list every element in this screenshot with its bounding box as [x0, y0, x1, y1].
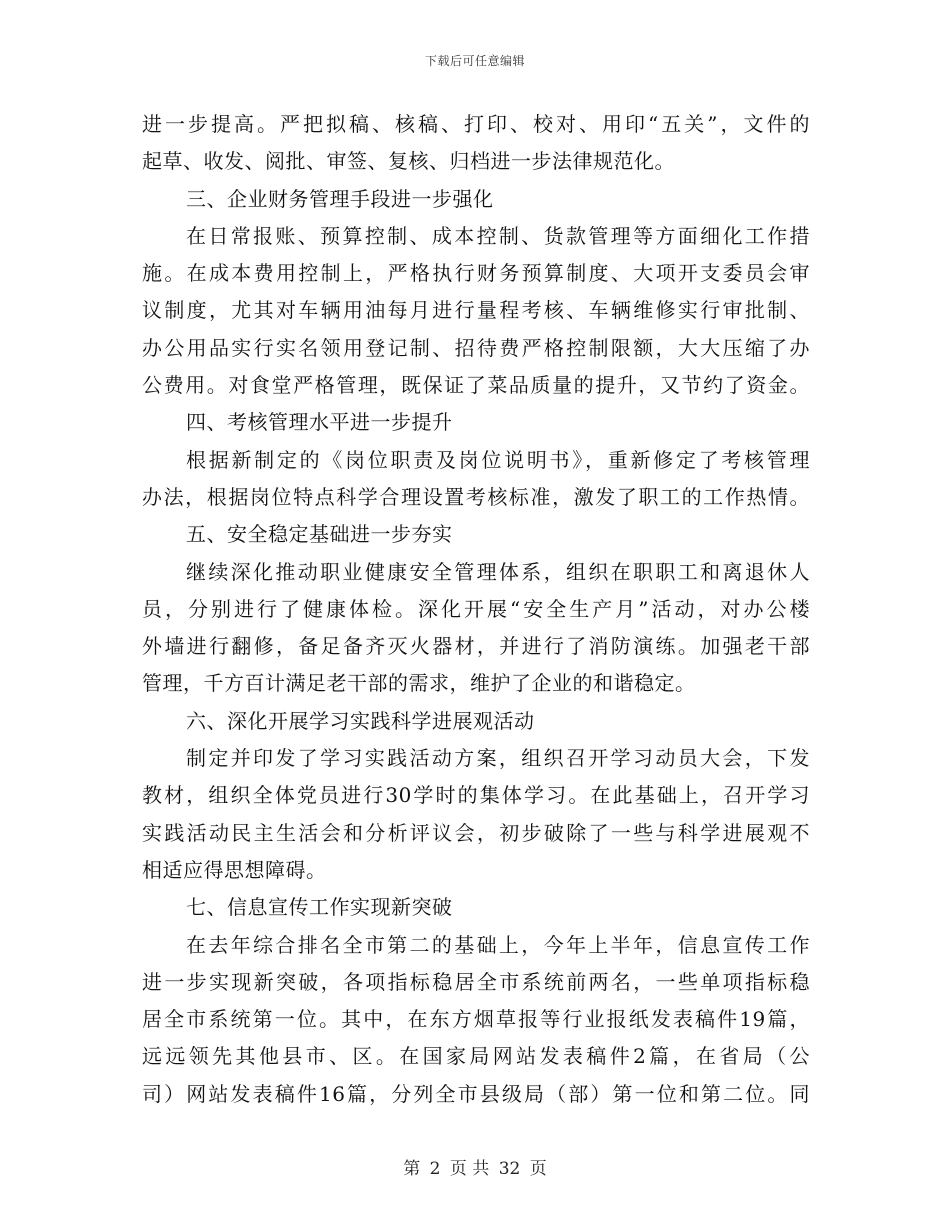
text-line: 实践活动民主生活会和分析评议会，初步破除了一些与科学进展观不 [142, 820, 810, 845]
text-line: 四、考核管理水平进一步提升 [186, 410, 453, 435]
text-line: 进一步提高。严把拟稿、核稿、打印、校对、用印“五关”，文件的 [142, 112, 810, 136]
text-line: 居全市系统第一位。其中，在东方烟草报等行业报纸发表稿件19篇， [142, 1007, 810, 1032]
text-line: 根据新制定的《岗位职责及岗位说明书》，重新修定了考核管理 [186, 447, 810, 472]
text-line: 继续深化推动职业健康安全管理体系，组织在职职工和离退休人 [186, 559, 810, 584]
text-line: 在日常报账、预算控制、成本控制、货款管理等方面细化工作措 [186, 223, 810, 248]
text-line: 起草、收发、阅批、审签、复核、归档进一步法律规范化。 [142, 149, 675, 174]
text-line: 公费用。对食堂严格管理，既保证了菜品质量的提升，又节约了资金。 [142, 373, 810, 398]
text-line: 司）网站发表稿件16篇，分列全市县级局（部）第一位和第二位。同 [142, 1081, 810, 1106]
text-line: 相适应得思想障碍。 [142, 857, 327, 882]
footer-suffix: 页 [529, 1159, 547, 1179]
page-header: 下载后可任意编辑 [424, 54, 525, 68]
text-line: 三、企业财务管理手段进一步强化 [186, 186, 494, 211]
text-line: 五、安全稳定基础进一步夯实 [186, 522, 453, 547]
text-line: 办法，根据岗位特点科学合理设置考核标准，激发了职工的工作热情。 [142, 484, 810, 509]
page-number: 2 [429, 1159, 441, 1179]
text-line: 管理，千方百计满足老干部的需求，维护了企业的和谐稳定。 [142, 671, 696, 696]
footer-prefix: 第 [403, 1159, 421, 1179]
text-line: 教材，组织全体党员进行30学时的集体学习。在此基础上，召开学习 [142, 783, 810, 808]
text-line: 远远领先其他县市、区。在国家局网站发表稿件2篇，在省局（公 [142, 1044, 810, 1069]
text-line: 施。在成本费用控制上，严格执行财务预算制度、大项开支委员会审 [142, 261, 810, 286]
footer-middle: 页 共 [449, 1159, 490, 1179]
text-line: 制定并印发了学习实践活动方案，组织召开学习动员大会，下发 [186, 746, 810, 771]
text-line: 办公用品实行实名领用登记制、招待费严格控制限额，大大压缩了办 [142, 335, 810, 360]
total-pages: 32 [498, 1159, 521, 1179]
text-line: 七、信息宣传工作实现新突破 [186, 895, 453, 920]
page-footer [0, 1154, 950, 1179]
text-line: 议制度，尤其对车辆用油每月进行量程考核、车辆维修实行审批制、 [142, 298, 810, 323]
text-line: 六、深化开展学习实践科学进展观活动 [186, 708, 535, 733]
text-line: 外墙进行翻修，备足备齐灭火器材，并进行了消防演练。加强老干部 [142, 634, 810, 659]
text-line: 在去年综合排名全市第二的基础上，今年上半年，信息宣传工作 [186, 932, 810, 957]
document-body [142, 106, 810, 1113]
text-line: 进一步实现新突破，各项指标稳居全市系统前两名，一些单项指标稳 [142, 969, 810, 994]
text-line: 员，分别进行了健康体检。深化开展“安全生产月”活动，对办公楼 [142, 596, 810, 621]
